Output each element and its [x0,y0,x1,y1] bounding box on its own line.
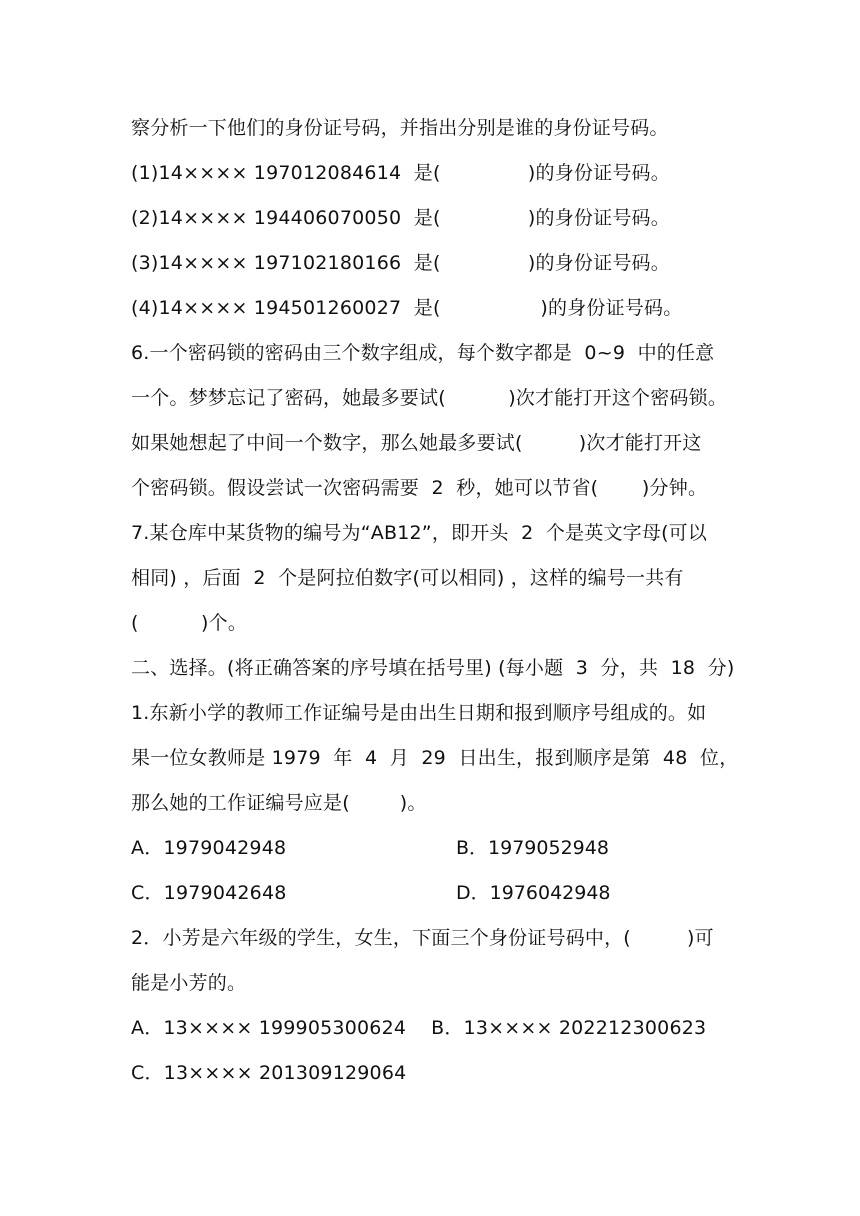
question-6-line: 一个。梦梦忘记了密码，她最多要试( )次才能打开这个密码锁。 [131,387,728,409]
option-b: B．1979052948 [456,837,609,859]
question-7-line: ( )个。 [131,612,248,634]
question-7-line: 7.某仓库中某货物的编号为“AB12”，即开头 2 个是英文字母(可以 [131,522,708,544]
choice-question-1-line: 果一位女教师是 1979 年 4 月 29 日出生，报到顺序是第 48 位， [131,747,739,769]
id-question-line: (1)14×××× 197012084614 是( )的身份证号码。 [131,162,670,184]
option-a: A．1979042948 [131,837,287,859]
id-question-line: (2)14×××× 194406070050 是( )的身份证号码。 [131,207,670,229]
option-c: C．13×××× 201309129064 [131,1062,407,1084]
question-7-line: 相同) ，后面 2 个是阿拉伯数字(可以相同) ，这样的编号一共有 [131,567,684,589]
question-6-line: 6.一个密码锁的密码由三个数字组成，每个数字都是 0~9 中的任意 [131,342,715,364]
option-ab: A．13×××× 199905300624 B．13×××× 202212300623 [131,1017,707,1039]
choice-question-1-line: 那么她的工作证编号应是( )。 [131,792,427,814]
question-6-line: 如果她想起了中间一个数字，那么她最多要试( )次才能打开这 [131,432,702,454]
choice-question-2-line: 2．小芳是六年级的学生，女生，下面三个身份证号码中，( )可 [131,927,714,949]
section-heading: 二、选择。(将正确答案的序号填在括号里) (每小题 3 分，共 18 分) [131,657,735,679]
text-line: 察分析一下他们的身份证号码，并指出分别是谁的身份证号码。 [131,117,669,139]
option-d: D．1976042948 [456,882,611,904]
choice-question-2-line: 能是小芳的。 [131,972,247,994]
choice-question-1-line: 1.东新小学的教师工作证编号是由出生日期和报到顺序号组成的。如 [131,702,707,724]
question-6-line: 个密码锁。假设尝试一次密码需要 2 秒，她可以节省( )分钟。 [131,477,708,499]
option-c: C．1979042648 [131,882,287,904]
id-question-line: (3)14×××× 197102180166 是( )的身份证号码。 [131,252,670,274]
id-question-line: (4)14×××× 194501260027 是( )的身份证号码。 [131,297,683,319]
